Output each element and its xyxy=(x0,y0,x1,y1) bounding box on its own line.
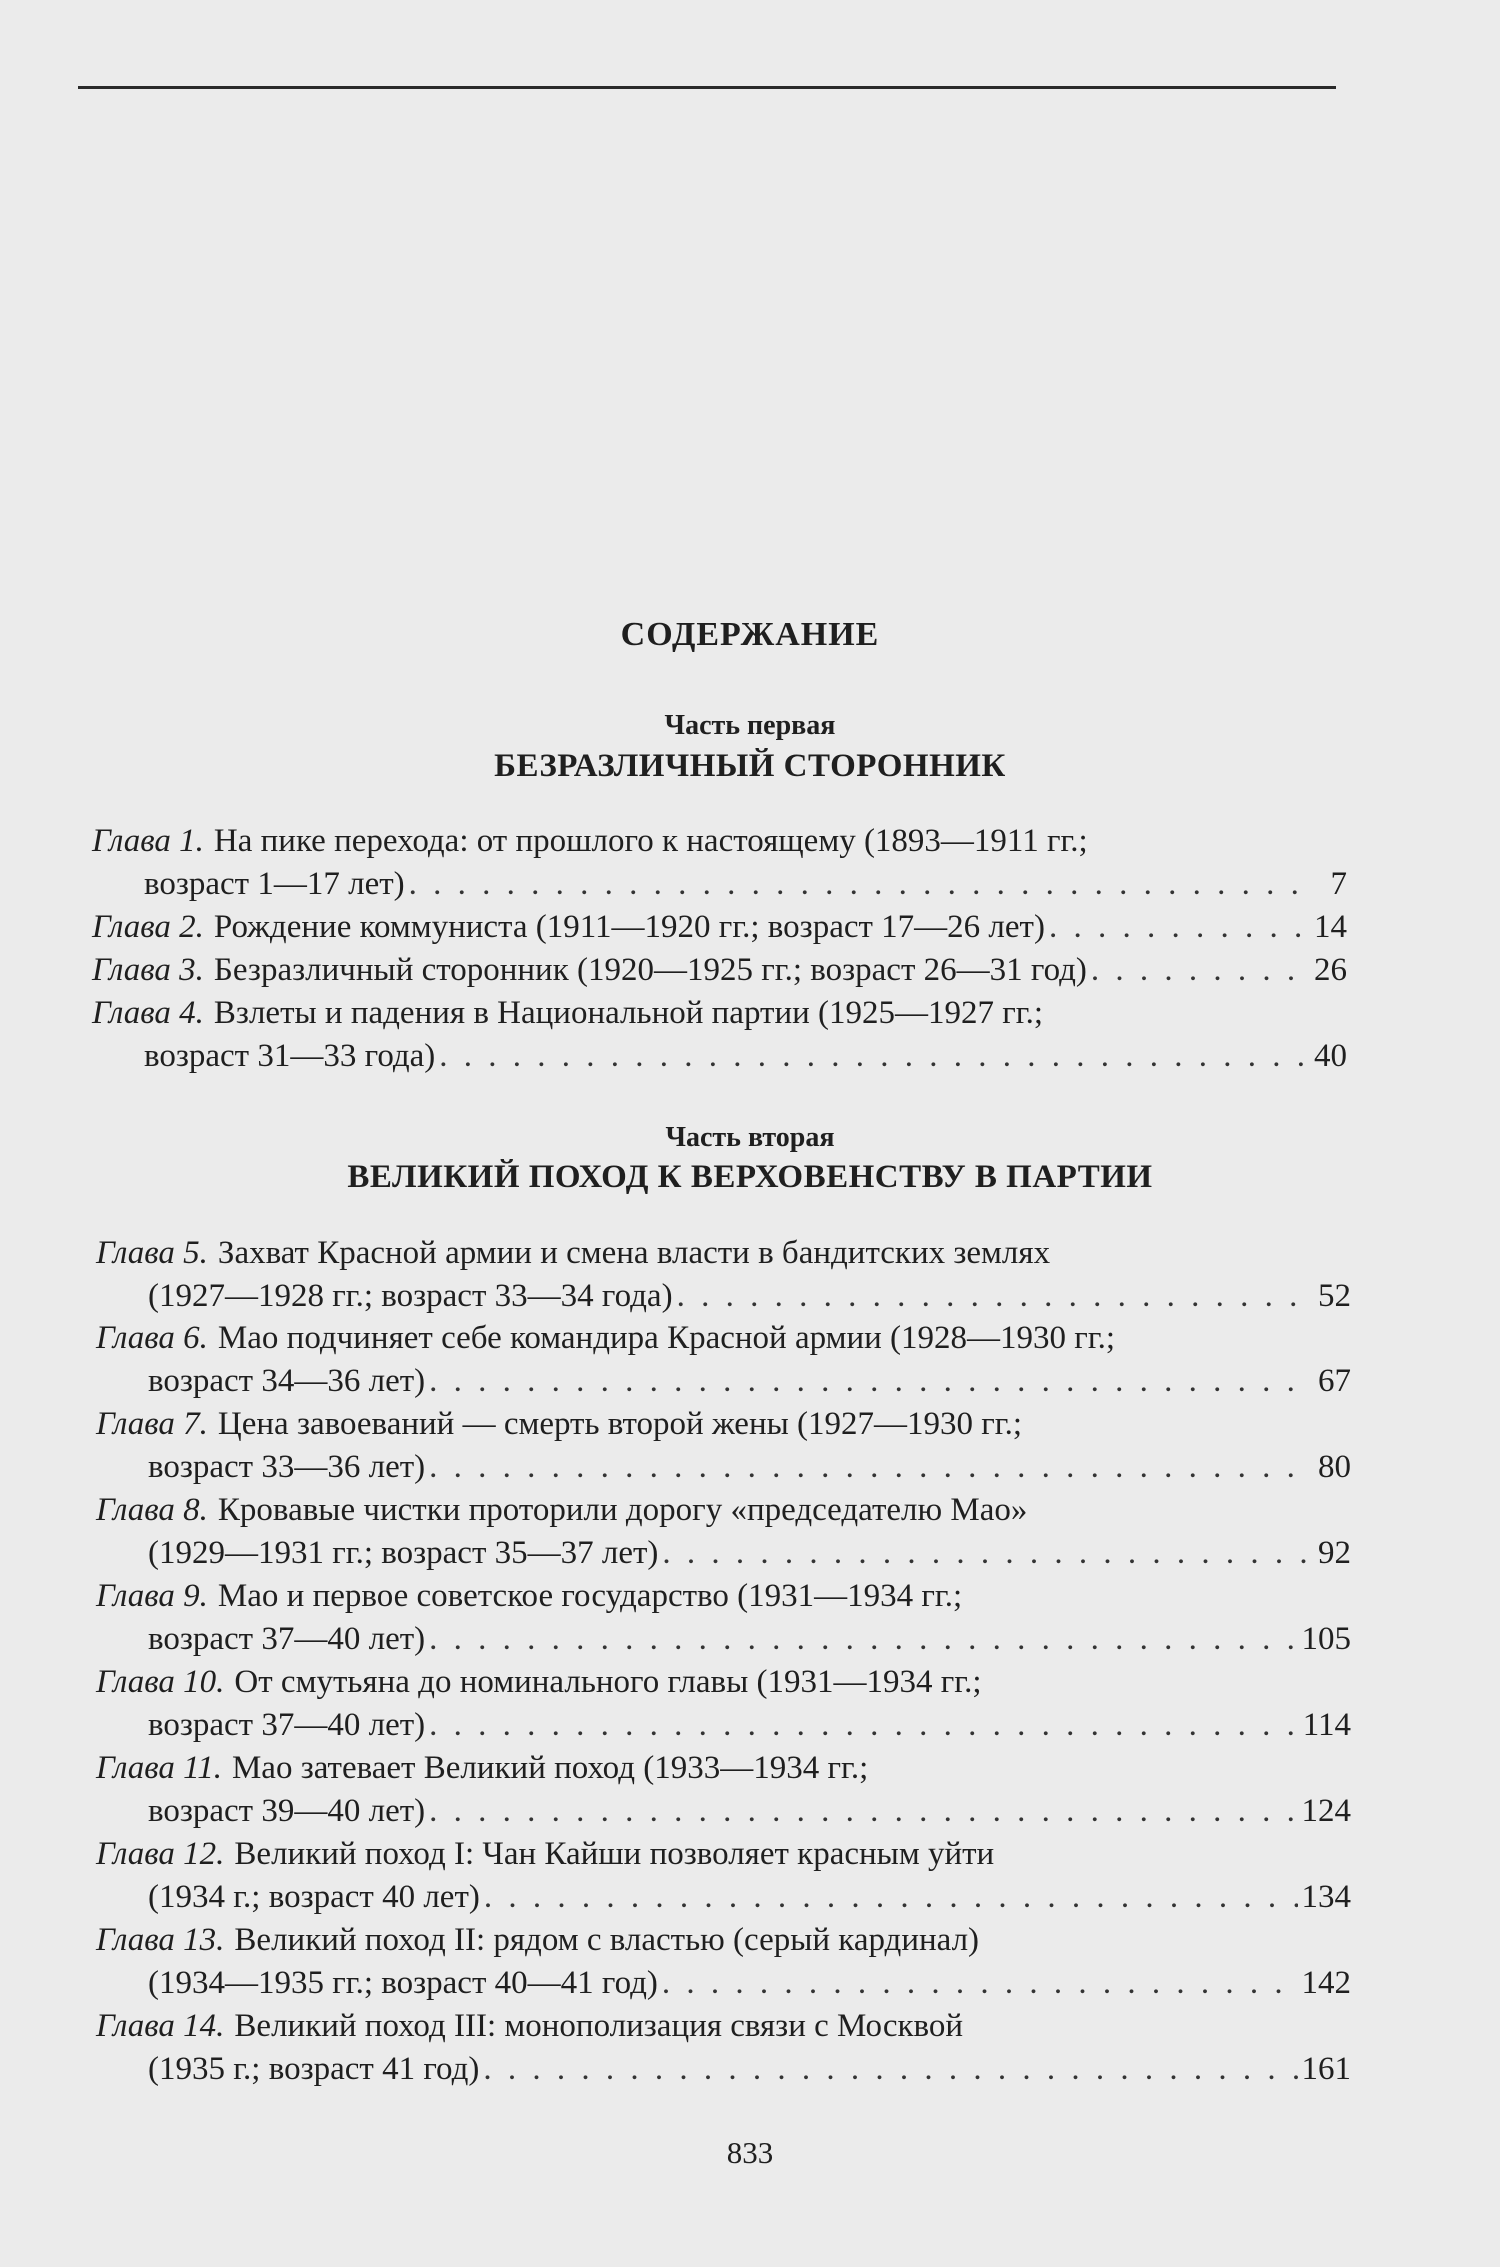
part-2-toc xyxy=(96,1232,1351,2091)
chapter-subtitle: (1934 г.; возраст 40 лет) xyxy=(148,1879,480,1915)
toc-entry[interactable] xyxy=(92,906,1347,949)
chapter-number: Глава 13. xyxy=(96,1922,225,1958)
page-ref: 40 xyxy=(1314,1038,1347,1074)
dot-leader xyxy=(429,1360,1307,1403)
chapter-number: Глава 14. xyxy=(96,2008,225,2044)
page-ref: 80 xyxy=(1318,1449,1351,1485)
page-ref: 14 xyxy=(1314,909,1347,945)
page-ref: 7 xyxy=(1330,866,1347,902)
toc-entry[interactable] xyxy=(96,1747,1351,1833)
chapter-number: Глава 2. xyxy=(92,909,204,945)
chapter-number: Глава 4. xyxy=(92,995,204,1031)
dot-leader xyxy=(662,1532,1307,1575)
chapter-subtitle: возраст 1—17 лет) xyxy=(144,866,405,902)
chapter-number: Глава 10. xyxy=(96,1664,225,1700)
chapter-title: Взлеты и падения в Национальной партии (1925—1927 гг.; xyxy=(213,995,1044,1031)
page-ref: 161 xyxy=(1301,2051,1351,2087)
part-2-name: ВЕЛИКИЙ ПОХОД К ВЕРХОВЕНСТВУ В ПАРТИИ xyxy=(347,1159,1153,1195)
page-ref: 67 xyxy=(1318,1363,1351,1399)
chapter-number: Глава 11. xyxy=(96,1750,222,1786)
chapter-title: Цена завоеваний — смерть второй жены (1927—1930 гг.; xyxy=(217,1406,1023,1442)
chapter-title: Мао затевает Великий поход (1933—1934 гг.; xyxy=(231,1750,869,1786)
page-ref: 52 xyxy=(1318,1278,1351,1314)
toc-entry[interactable] xyxy=(96,1317,1351,1403)
chapter-subtitle: возраст 31—33 года) xyxy=(144,1038,436,1074)
chapter-title: Великий поход III: монополизация связи с Москвой xyxy=(234,2008,964,2044)
page-ref: 92 xyxy=(1318,1535,1351,1571)
chapter-number: Глава 12. xyxy=(96,1836,225,1872)
page-ref: 105 xyxy=(1301,1621,1351,1657)
page-number: 833 xyxy=(726,2135,774,2170)
dot-leader xyxy=(429,1704,1299,1747)
chapter-number: Глава 7. xyxy=(96,1406,208,1442)
dot-leader xyxy=(662,1962,1298,2005)
toc-entry[interactable] xyxy=(92,949,1347,992)
chapter-number: Глава 5. xyxy=(96,1235,208,1271)
toc-entry[interactable] xyxy=(96,1919,1351,2005)
chapter-subtitle: (1927—1928 гг.; возраст 33—34 года) xyxy=(148,1278,673,1314)
chapter-title: Безразличный сторонник (1920—1925 гг.; возраст 26—31 год) xyxy=(213,952,1087,988)
toc-entry[interactable] xyxy=(92,820,1347,906)
dot-leader xyxy=(439,1035,1303,1078)
toc-entry[interactable] xyxy=(96,2005,1351,2091)
chapter-subtitle: (1934—1935 гг.; возраст 40—41 год) xyxy=(148,1965,658,2001)
chapter-subtitle: (1929—1931 гг.; возраст 35—37 лет) xyxy=(148,1535,659,1571)
top-rule xyxy=(78,86,1336,89)
toc-entry[interactable] xyxy=(96,1833,1351,1919)
toc-title: СОДЕРЖАНИЕ xyxy=(620,616,880,653)
chapter-subtitle: (1935 г.; возраст 41 год) xyxy=(148,2051,480,2087)
toc-entry[interactable] xyxy=(96,1489,1351,1575)
chapter-title: Мао подчиняет себе командира Красной армии (1928—1930 гг.; xyxy=(217,1320,1116,1356)
chapter-subtitle: возраст 34—36 лет) xyxy=(148,1363,426,1399)
chapter-number: Глава 3. xyxy=(92,952,204,988)
chapter-title: На пике перехода: от прошлого к настоящему (1893—1911 гг.; xyxy=(213,823,1088,859)
page-ref: 142 xyxy=(1301,1965,1351,2001)
dot-leader xyxy=(483,2048,1297,2091)
dot-leader xyxy=(1091,949,1303,992)
dot-leader xyxy=(677,1275,1307,1318)
toc-entry[interactable] xyxy=(96,1661,1351,1747)
toc-entry[interactable] xyxy=(96,1403,1351,1489)
chapter-number: Глава 6. xyxy=(96,1320,208,1356)
dot-leader xyxy=(429,1446,1307,1489)
chapter-title: От смутьяна до номинального главы (1931—1934 гг.; xyxy=(234,1664,982,1700)
dot-leader xyxy=(1049,906,1303,949)
page-ref: 134 xyxy=(1301,1879,1351,1915)
page-ref: 114 xyxy=(1302,1707,1351,1743)
dot-leader xyxy=(429,1790,1297,1833)
chapter-number: Глава 9. xyxy=(96,1578,208,1614)
chapter-title: Захват Красной армии и смена власти в бандитских землях xyxy=(217,1235,1051,1271)
dot-leader xyxy=(429,1618,1297,1661)
chapter-subtitle: возраст 37—40 лет) xyxy=(148,1621,426,1657)
part-1-name: БЕЗРАЗЛИЧНЫЙ СТОРОННИК xyxy=(494,748,1006,784)
toc-entry[interactable] xyxy=(96,1575,1351,1661)
chapter-title: Великий поход I: Чан Кайши позволяет красным уйти xyxy=(234,1836,995,1872)
page-ref: 26 xyxy=(1314,952,1347,988)
dot-leader xyxy=(409,863,1303,906)
chapter-title: Великий поход II: рядом с властью (серый кардинал) xyxy=(234,1922,980,1958)
chapter-number: Глава 8. xyxy=(96,1492,208,1528)
chapter-subtitle: возраст 37—40 лет) xyxy=(148,1707,426,1743)
chapter-title: Кровавые чистки проторили дорогу «председателю Мао» xyxy=(217,1492,1028,1528)
chapter-title: Рождение коммуниста (1911—1920 гг.; возраст 17—26 лет) xyxy=(213,909,1045,945)
part-1-label: Часть первая xyxy=(664,710,836,741)
chapter-subtitle: возраст 33—36 лет) xyxy=(148,1449,426,1485)
page-ref: 124 xyxy=(1301,1793,1351,1829)
chapter-title: Мао и первое советское государство (1931—1934 гг.; xyxy=(217,1578,963,1614)
toc-entry[interactable] xyxy=(96,1232,1351,1318)
chapter-number: Глава 1. xyxy=(92,823,204,859)
chapter-subtitle: возраст 39—40 лет) xyxy=(148,1793,426,1829)
dot-leader xyxy=(484,1876,1298,1919)
part-1-toc xyxy=(92,820,1347,1078)
toc-entry[interactable] xyxy=(92,992,1347,1078)
part-2-label: Часть вторая xyxy=(665,1122,835,1153)
